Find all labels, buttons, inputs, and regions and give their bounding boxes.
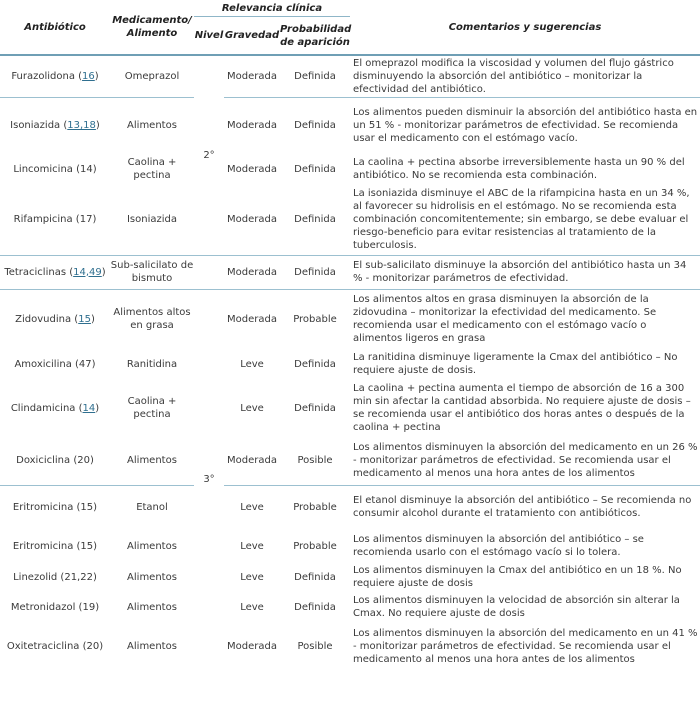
probability-cell: Probable (293, 313, 337, 325)
antibiotic-cell: Amoxicilina (47) (14, 358, 96, 370)
medication-cell: Alimentos (127, 571, 177, 583)
probability-cell: Definida (294, 119, 336, 131)
reference-number: 47 (78, 358, 92, 370)
antibiotic-cell: Linezolid (21,22) (13, 571, 97, 583)
table-row (0, 379, 700, 437)
probability-cell: Posible (280, 437, 350, 485)
reference-number: 15 (80, 540, 94, 552)
comment-cell: El sub-salicilato disminuye la absorción del antibiótico hasta un 34 % - monitorizar parámetros de efectividad. (350, 255, 700, 289)
reference-number: 17 (79, 214, 93, 226)
antibiotic-cell: Metronidazol (19) (10, 601, 100, 613)
probability-cell: Definida (280, 185, 350, 255)
medication-cell: Alimentos (127, 540, 177, 552)
antibiotic-cell: Eritromicina (15) (12, 540, 98, 552)
table-row (0, 153, 700, 185)
antibiotic-cell: Isoniazida (13,18) (10, 119, 100, 131)
medication-cell: Ranitidina (126, 358, 178, 370)
comment-cell: La caolina + pectina absorbe irreversiblemente hasta un 90 % del antibiótico. No se recomienda esta combinación. (353, 157, 685, 181)
antibiotic-name: Rifampicina (13, 214, 73, 226)
comment-cell: El etanol disminuye la absorción del antibiótico – Se recomienda no consumir alcohol durante el tratamiento con antibióticos. (353, 495, 692, 520)
reference-link[interactable]: 14 (82, 402, 96, 414)
severity-cell: Moderada (227, 119, 277, 131)
header-medicamento: Medicamento/ Alimento (110, 0, 194, 55)
reference-number: 20 (86, 640, 100, 652)
reference-link[interactable]: 14,49 (73, 266, 102, 278)
antibiotic-name: Oxitetraciclina (6, 640, 80, 652)
table-row (0, 437, 700, 485)
medication-cell: Caolina + pectina (127, 396, 177, 420)
severity-cell: Moderada (227, 163, 277, 175)
medication-cell: Alimentos (110, 437, 194, 485)
severity-cell: Leve (240, 501, 264, 513)
severity-cell: Leve (240, 358, 264, 370)
antibiotic-cell: Zidovudina (15) (15, 313, 95, 325)
severity-cell: Moderada (224, 255, 280, 289)
probability-cell: Definida (294, 601, 336, 613)
probability-cell: Probable (293, 540, 337, 552)
antibiotic-name: Eritromicina (12, 540, 74, 552)
comment-cell: La caolina + pectina aumenta el tiempo de absorción de 16 a 300 min sin afectar la cantidad absorbida. No requiere ajuste de dosis – se recomienda usar el antibiótico dos horas antes o después de la caolina + pectina (353, 383, 691, 433)
header-nivel: Nivel (194, 17, 224, 56)
comment-cell: Los alimentos disminuyen la Cmax del antibiótico en un 18 %. No requiere ajuste de dosis (353, 565, 682, 589)
probability-cell: Definida (294, 358, 336, 370)
antibiotic-cell: Rifampicina (17) (0, 185, 110, 255)
header-comentarios: Comentarios y sugerencias (350, 0, 700, 55)
medication-cell: Caolina + pectina (127, 157, 177, 181)
antibiotic-name: Doxiciclina (16, 455, 71, 467)
table-row (0, 485, 700, 529)
table-row (0, 349, 700, 379)
reference-number: 21,22 (64, 571, 93, 583)
reference-link[interactable]: 15 (78, 313, 91, 325)
probability-cell: Probable (293, 501, 337, 513)
probability-cell: Definida (294, 163, 336, 175)
header-relevancia: Relevancia clínica (194, 0, 350, 17)
medication-cell: Omeprazol (110, 55, 194, 97)
severity-cell: Moderada (227, 313, 277, 325)
severity-cell: Leve (240, 601, 264, 613)
medication-cell: Alimentos (127, 601, 177, 613)
reference-number: 19 (82, 601, 96, 613)
antibiotic-cell: Lincomicina (14) (13, 163, 97, 175)
antibiotic-name: Eritromicina (12, 501, 74, 513)
comment-cell: Los alimentos disminuyen la velocidad de absorción sin alterar la Cmax. No requiere ajuste de dosis (353, 595, 680, 619)
reference-number: 15 (80, 501, 94, 513)
antibiotic-cell: Tetraciclinas (14,49) (0, 255, 110, 289)
severity-cell: Moderada (224, 437, 280, 485)
level-cell: 3° (203, 473, 215, 485)
antibiotic-name: Zidovudina (15, 313, 72, 325)
comment-cell: La isoniazida disminuye el ABC de la rifampicina hasta en un 34 %, al favorecer su hidrolisis en el estómago. No se recomienda esta combinación concomitentemente; sin embargo, se debe evaluar el riesgo-beneficio para evitar resistencias al tratamiento de la tuberculosis. (350, 185, 700, 255)
medication-cell: Isoniazida (110, 185, 194, 255)
table-row (0, 255, 700, 289)
antibiotic-cell: Doxiciclina (20) (0, 437, 110, 485)
header-antibiotico: Antibiótico (0, 0, 110, 55)
antibiotic-name: Isoniazida (10, 119, 61, 131)
probability-cell: Posible (297, 640, 333, 652)
comment-cell: El omeprazol modifica la viscosidad y volumen del flujo gástrico disminuyendo la absorción del antibiótico – monitorizar la efectividad del antibiótico. (350, 55, 700, 97)
reference-link[interactable]: 16 (82, 70, 95, 82)
comment-cell: Los alimentos altos en grasa disminuyen la absorción de la zidovudina – monitorizar la efectividad del medicamento. Se recomienda usar el medicamento con el estómago vacío o alimentos ligeros en grasa (353, 294, 657, 345)
table-row (0, 591, 700, 623)
header-probabilidad: Probabilidad de aparición (280, 17, 350, 56)
probability-cell: Definida (280, 255, 350, 289)
table-row (0, 97, 700, 153)
antibiotic-name: Tetraciclinas (4, 266, 67, 278)
severity-cell: Moderada (224, 185, 280, 255)
medication-cell: Sub-salicilato de bismuto (110, 255, 194, 289)
severity-cell: Moderada (227, 640, 277, 652)
reference-number: 20 (77, 455, 90, 467)
comment-cell: Los alimentos pueden disminuir la absorción del antibiótico hasta en un 51 % - monitorizar parámetros de efectividad. Se recomienda usar el medicamento con el estómago vacío. (353, 106, 698, 144)
medication-cell: Alimentos altos en grasa (113, 307, 191, 332)
medication-cell: Etanol (136, 501, 168, 513)
reference-number: 14 (80, 163, 93, 175)
medication-cell: Alimentos (127, 640, 177, 652)
antibiotic-name: Linezolid (13, 571, 58, 583)
reference-link[interactable]: 13,18 (67, 119, 96, 131)
comment-cell: Los alimentos disminuyen la absorción del medicamento en un 41 % - monitorizar parámetros de efectividad. Se recomienda usar el medicamento al menos una hora antes de los alimentos (353, 627, 698, 665)
comment-cell: Los alimentos disminuyen la absorción del antibiótico – se recomienda usarlo con el estómago vacío si lo tolera. (353, 534, 644, 558)
antibiotic-name: Clindamicina (10, 402, 76, 414)
antibiotic-name: Lincomicina (13, 163, 73, 175)
table-row (0, 529, 700, 563)
antibiotic-name: Amoxicilina (14, 358, 72, 370)
probability-cell: Definida (294, 571, 336, 583)
comment-cell: Los alimentos disminuyen la absorción del medicamento en un 26 % - monitorizar parámetros de efectividad. Se recomienda usar el medicamento al menos una hora antes de los alimentos (350, 437, 700, 485)
table-row (0, 289, 700, 349)
severity-cell: Moderada (224, 55, 280, 97)
probability-cell: Definida (294, 402, 336, 414)
antibiotic-name: Metronidazol (10, 601, 76, 613)
level-cell: 2° (194, 55, 224, 255)
probability-cell: Definida (280, 55, 350, 97)
antibiotic-cell: Clindamicina (14) (10, 402, 100, 414)
severity-cell: Leve (240, 402, 264, 414)
antibiotic-name: Furazolidona (11, 70, 75, 82)
severity-cell: Leve (240, 571, 264, 583)
comment-cell: La ranitidina disminuye ligeramente la Cmax del antibiótico – No requiere ajuste de dosis. (353, 352, 678, 376)
table-row (0, 185, 700, 255)
table-row (0, 55, 700, 97)
medication-cell: Alimentos (127, 119, 177, 131)
table-row (0, 563, 700, 591)
antibiotic-cell: Furazolidona (16) (0, 55, 110, 97)
antibiotic-cell: Eritromicina (15) (12, 501, 98, 513)
antibiotic-cell: Oxitetraciclina (20) (6, 640, 104, 652)
table-row (0, 623, 700, 669)
level-cell-empty (194, 255, 224, 289)
severity-cell: Leve (240, 540, 264, 552)
header-gravedad: Gravedad (224, 17, 280, 56)
